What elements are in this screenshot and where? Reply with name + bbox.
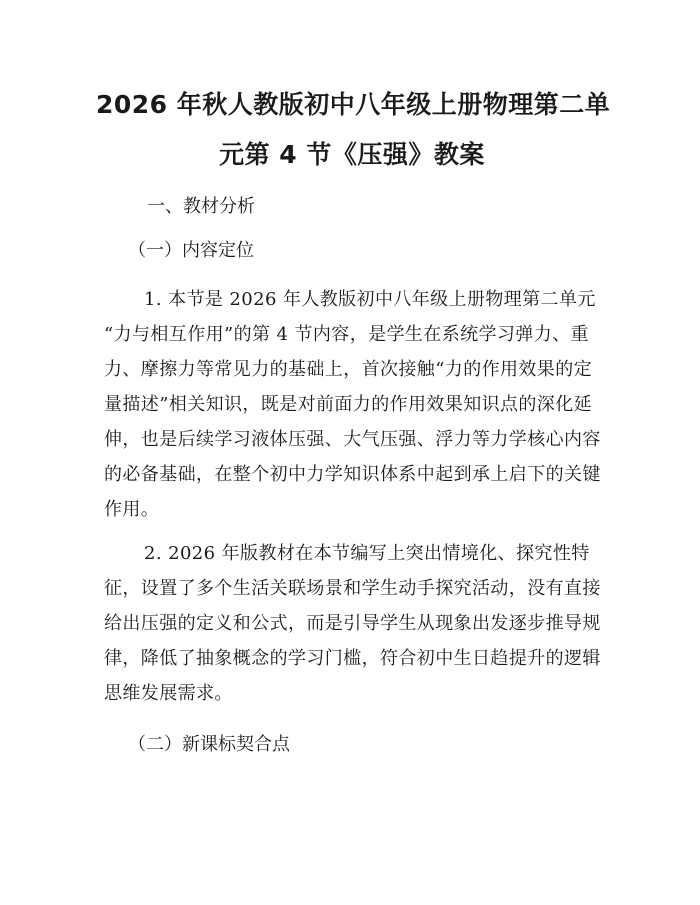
paragraph-1-line: 量描述”相关知识，既是对前面力的作用效果知识点的深化延	[104, 394, 592, 415]
paragraph-1-line: 1. 本节是 2026 年人教版初中八年级上册物理第二单元	[144, 289, 596, 310]
paragraph-1-line: 的必备基础，在整个初中力学知识体系中起到承上启下的关键	[104, 464, 601, 485]
paragraph-2	[104, 536, 604, 711]
paragraph-2-line: 思维发展需求。	[104, 683, 233, 704]
paragraph-1	[104, 282, 604, 527]
paragraph-1-line: “力与相互作用”的第 4 节内容，是学生在系统学习弹力、重	[104, 324, 589, 345]
document-title-line-1: 2026 年秋人教版初中八年级上册物理第二单	[96, 90, 611, 119]
subsection-heading-new-curriculum: （二）新课标契合点	[128, 734, 290, 755]
paragraph-1-line: 伸，也是后续学习液体压强、大气压强、浮力等力学核心内容	[104, 429, 601, 450]
document-title-line-2: 元第 4 节《压强》教案	[219, 140, 485, 169]
paragraph-1-line: 作用。	[104, 499, 160, 520]
section-heading-textbook-analysis: 一、教材分析	[147, 196, 255, 217]
paragraph-1-line: 力、摩擦力等常见力的基础上，首次接触“力的作用效果的定	[104, 359, 592, 380]
subsection-heading-content-positioning: （一）内容定位	[128, 240, 254, 261]
paragraph-2-line: 2. 2026 年版教材在本节编写上突出情境化、探究性特	[144, 543, 590, 564]
paragraph-2-line: 律，降低了抽象概念的学习门槛，符合初中生日趋提升的逻辑	[104, 648, 601, 669]
paragraph-2-line: 给出压强的定义和公式，而是引导学生从现象出发逐步推导规	[104, 613, 601, 634]
paragraph-2-line: 征，设置了多个生活关联场景和学生动手探究活动，没有直接	[104, 578, 601, 599]
